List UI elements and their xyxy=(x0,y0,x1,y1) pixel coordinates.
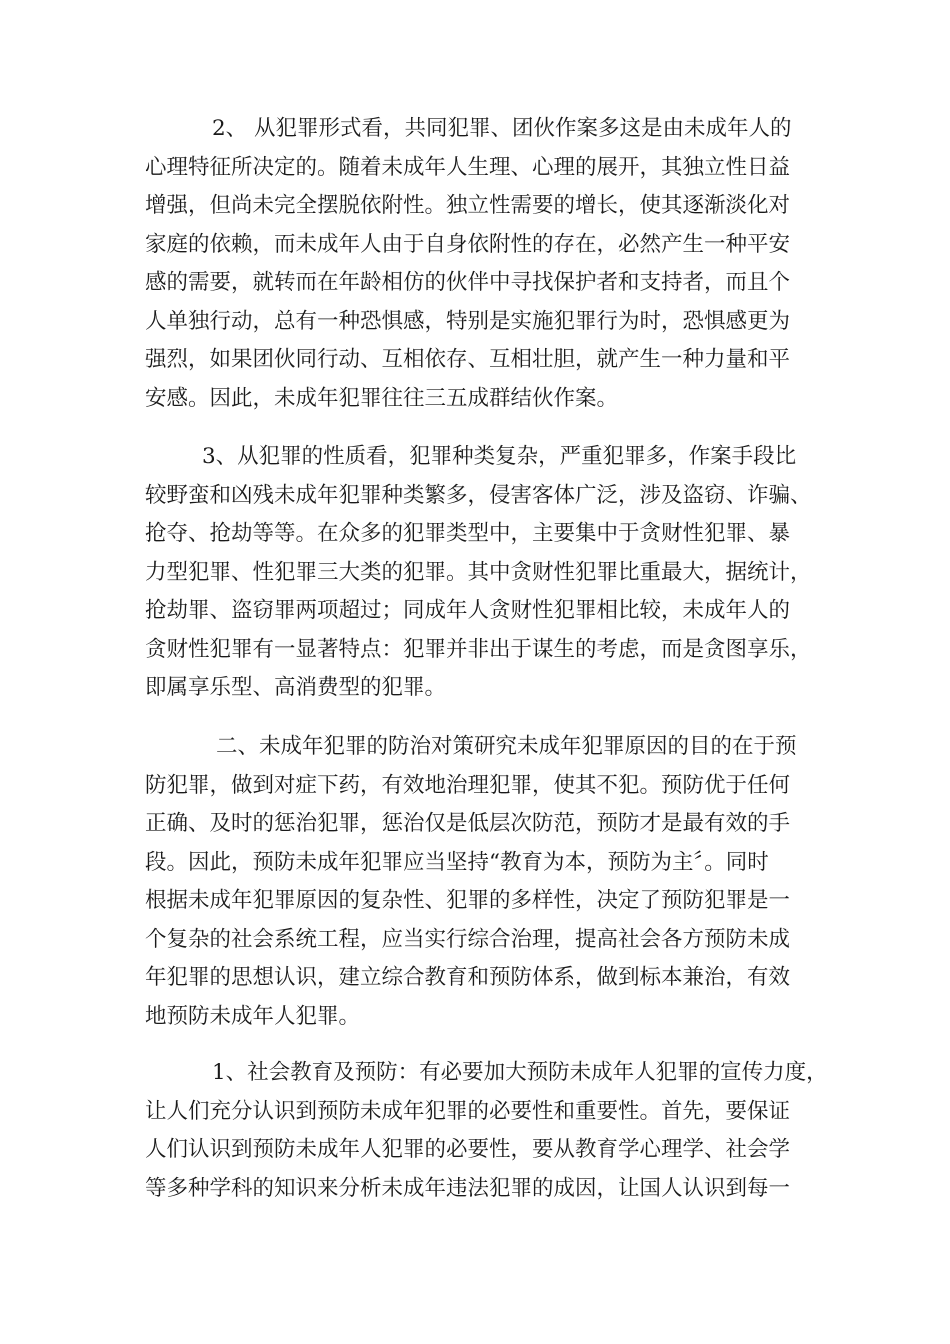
paragraph-line: 防犯罪，做到对症下药，有效地治理犯罪，使其不犯。预防优于任何 xyxy=(145,772,791,798)
paragraph-line: 段。因此，预防未成年犯罪应当坚持“教育为本，预防为主〞。同时 xyxy=(145,849,769,875)
paragraph-line: 家庭的依赖，而未成年人由于自身依附性的存在，必然产生一种平安 xyxy=(145,231,791,257)
paragraph-4 xyxy=(145,1054,828,1208)
paragraph-line: 贪财性犯罪有一显著特点：犯罪并非出于谋生的考虑，而是贪图享乐， xyxy=(145,636,812,662)
paragraph-line: 人单独行动，总有一种恐惧感，特别是实施犯罪行为时，恐惧感更为 xyxy=(145,308,791,334)
paragraph-line: 根据未成年犯罪原因的复杂性、犯罪的多样性，决定了预防犯罪是一 xyxy=(145,888,791,913)
paragraph-line: 二、未成年犯罪的防治对策研究未成年犯罪原因的目的在于预 xyxy=(216,734,797,759)
paragraph-line: 3、从犯罪的性质看，犯罪种类复杂，严重犯罪多，作案手段比 xyxy=(202,444,797,469)
paragraph-3 xyxy=(145,728,815,1036)
paragraph-line: 年犯罪的思想认识，建立综合教育和预防体系，做到标本兼治，有效 xyxy=(145,965,791,990)
paragraph-line: 个复杂的社会系统工程，应当实行综合治理，提高社会各方预防未成 xyxy=(145,926,791,952)
paragraph-line: 力型犯罪、性犯罪三大类的犯罪。其中贪财性犯罪比重最大，据统计， xyxy=(145,559,812,585)
paragraph-line: 抢夺、抢劫等等。在众多的犯罪类型中，主要集中于贪财性犯罪、暴 xyxy=(145,521,791,546)
paragraph-line: 让人们充分认识到预防未成年犯罪的必要性和重要性。首先，要保证 xyxy=(145,1098,791,1124)
paragraph-line: 安感。因此，未成年犯罪往往三五成群结伙作案。 xyxy=(145,385,619,411)
paragraph-line: 感的需要，就转而在年龄相仿的伙伴中寻找保护者和支持者，而且个 xyxy=(145,270,791,295)
paragraph-line: 心理特征所决定的。随着未成年人生理、心理的展开，其独立性日益 xyxy=(145,154,791,180)
paragraph-line: 较野蛮和凶残未成年犯罪种类繁多，侵害客体广泛，涉及盗窃、诈骗、 xyxy=(145,482,812,508)
paragraph-2 xyxy=(145,438,815,708)
paragraph-1 xyxy=(145,110,815,418)
paragraph-line: 强烈，如果团伙同行动、互相依存、互相壮胆，就产生一种力量和平 xyxy=(145,347,791,372)
paragraph-line: 即属享乐型、高消费型的犯罪。 xyxy=(145,675,447,700)
paragraph-line: 人们认识到预防未成年人犯罪的必要性，要从教育学心理学、社会学 xyxy=(145,1137,791,1162)
paragraph-line: 等多种学科的知识来分析未成年违法犯罪的成因，让国人认识到每一 xyxy=(145,1175,791,1201)
paragraph-line: 抢劫罪、盗窃罪两项超过；同成年人贪财性犯罪相比较，未成年人的 xyxy=(145,598,791,623)
paragraph-line: 地预防未成年人犯罪。 xyxy=(145,1003,361,1029)
paragraph-line: 1、社会教育及预防：有必要加大预防未成年人犯罪的宣传力度， xyxy=(212,1060,828,1085)
paragraph-line: 正确、及时的惩治犯罪，惩治仅是低层次防范，预防才是最有效的手 xyxy=(145,811,791,836)
paragraph-line: 2、 从犯罪形式看，共同犯罪、团伙作案多这是由未成年人的 xyxy=(212,116,792,141)
paragraph-line: 增强，但尚未完全摆脱依附性。独立性需要的增长，使其逐渐淡化对 xyxy=(145,193,791,218)
